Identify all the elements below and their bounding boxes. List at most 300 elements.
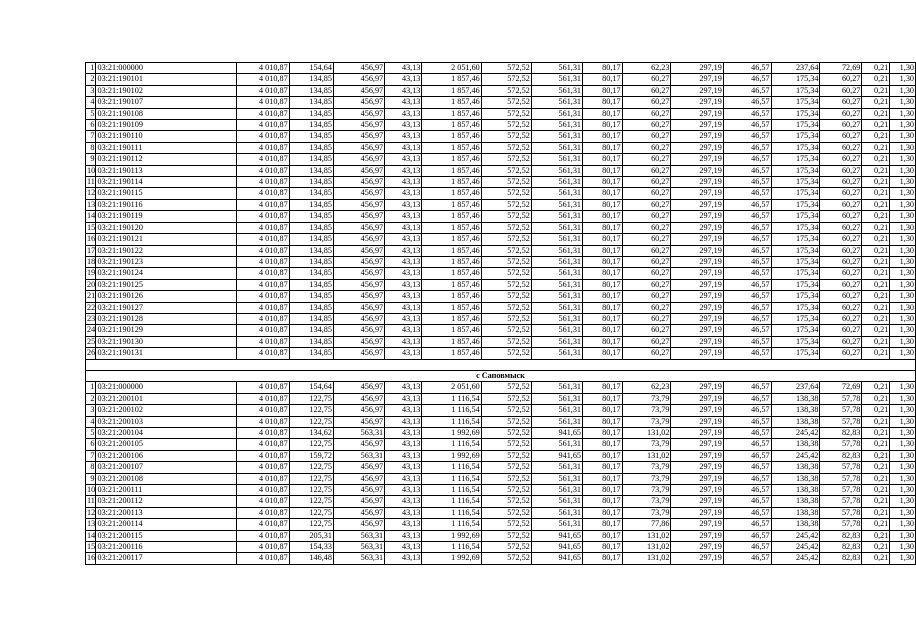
value-cell: 82,83 (820, 427, 862, 438)
cadastral-code-cell: 03:21:190102 (96, 85, 237, 96)
table-row (86, 553, 916, 564)
value-cell: 1,30 (890, 108, 916, 119)
value-cell: 297,19 (671, 496, 723, 507)
row-number-cell: 7 (86, 131, 96, 142)
table-row (86, 382, 916, 393)
value-cell: 138,38 (771, 507, 820, 518)
value-cell: 572,52 (481, 450, 531, 461)
value-cell: 73,79 (622, 462, 671, 473)
value-cell: 4 010,87 (237, 97, 289, 108)
value-cell: 46,57 (723, 348, 771, 359)
value-cell: 60,27 (820, 313, 862, 324)
value-cell: 1,30 (890, 120, 916, 131)
table-row (86, 199, 916, 210)
value-cell: 134,85 (289, 291, 333, 302)
value-cell: 60,27 (820, 154, 862, 165)
value-cell: 561,31 (531, 473, 582, 484)
row-number-cell: 15 (87, 222, 96, 232)
value-cell: 57,78 (820, 496, 862, 507)
value-cell: 60,27 (622, 177, 671, 188)
value-cell: 72,69 (820, 63, 862, 74)
value-cell: 4 010,87 (237, 519, 289, 530)
table-row (86, 245, 916, 256)
value-cell: 572,52 (481, 336, 531, 347)
value-cell: 1 857,46 (422, 188, 481, 199)
value-cell: 4 010,87 (237, 393, 289, 404)
value-cell: 4 010,87 (237, 439, 289, 450)
value-cell: 572,52 (481, 120, 531, 131)
value-cell: 561,31 (531, 177, 582, 188)
value-cell: 572,52 (481, 382, 531, 393)
cadastral-code-cell: 03:21:200106 (96, 450, 237, 461)
value-cell: 297,19 (671, 256, 723, 267)
value-cell: 4 010,87 (237, 85, 289, 96)
value-cell: 456,97 (333, 325, 384, 336)
value-cell: 175,34 (771, 165, 820, 176)
value-cell: 0,21 (862, 496, 890, 507)
value-cell: 1 992,69 (422, 450, 481, 461)
row-number-cell: 5 (86, 108, 96, 119)
value-cell: 80,17 (583, 507, 623, 518)
value-cell: 297,19 (671, 245, 723, 256)
table-row (86, 268, 916, 279)
value-cell: 57,78 (820, 507, 862, 518)
value-cell: 0,21 (862, 473, 890, 484)
value-cell: 4 010,87 (237, 256, 289, 267)
value-cell: 456,97 (333, 211, 384, 222)
value-cell: 572,52 (481, 496, 531, 507)
value-cell: 43,13 (385, 222, 422, 233)
value-cell: 572,52 (481, 462, 531, 473)
value-cell: 43,13 (385, 211, 422, 222)
value-cell: 175,34 (771, 245, 820, 256)
value-cell: 122,75 (289, 416, 333, 427)
value-cell: 1 857,46 (422, 302, 481, 313)
value-cell: 60,27 (820, 199, 862, 210)
cadastral-code-cell: 03:21:190101 (96, 74, 237, 85)
value-cell: 80,17 (583, 291, 623, 302)
cadastral-code-cell: 03:21:190110 (96, 131, 237, 142)
value-cell: 46,57 (723, 74, 771, 85)
value-cell: 46,57 (723, 165, 771, 176)
row-number-cell: 8 (86, 142, 96, 153)
value-cell: 60,27 (622, 302, 671, 313)
row-number-cell: 11 (87, 496, 95, 506)
cadastral-code-cell: 03:21:200114 (96, 519, 237, 530)
value-cell: 60,27 (820, 85, 862, 96)
value-cell: 46,57 (723, 325, 771, 336)
value-cell: 138,38 (771, 496, 820, 507)
value-cell: 43,13 (385, 348, 422, 359)
value-cell: 159,72 (289, 450, 333, 461)
value-cell: 456,97 (333, 256, 384, 267)
value-cell: 134,85 (289, 188, 333, 199)
value-cell: 134,85 (289, 279, 333, 290)
value-cell: 60,27 (622, 108, 671, 119)
value-cell: 80,17 (583, 348, 623, 359)
value-cell: 131,02 (622, 542, 671, 553)
value-cell: 43,13 (385, 256, 422, 267)
value-cell: 572,52 (481, 348, 531, 359)
value-cell: 1,30 (890, 222, 916, 233)
value-cell: 82,83 (820, 530, 862, 541)
value-cell: 297,19 (671, 85, 723, 96)
value-cell: 43,13 (385, 188, 422, 199)
row-number-cell: 2 (86, 74, 96, 85)
value-cell: 0,21 (862, 348, 890, 359)
value-cell: 46,57 (723, 382, 771, 393)
cadastral-code-cell: 03:21:190121 (96, 234, 237, 245)
row-number-cell: 26 (87, 348, 96, 358)
value-cell: 134,85 (289, 302, 333, 313)
value-cell: 57,78 (820, 473, 862, 484)
value-cell: 46,57 (723, 439, 771, 450)
value-cell: 1 857,46 (422, 199, 481, 210)
value-cell: 572,52 (481, 427, 531, 438)
value-cell: 134,85 (289, 199, 333, 210)
value-cell: 43,13 (385, 542, 422, 553)
value-cell: 1,30 (890, 462, 916, 473)
value-cell: 561,31 (531, 485, 582, 496)
value-cell: 297,19 (671, 74, 723, 85)
value-cell: 175,34 (771, 74, 820, 85)
value-cell: 941,65 (531, 427, 582, 438)
value-cell: 1 116,54 (422, 473, 481, 484)
value-cell: 297,19 (671, 336, 723, 347)
value-cell: 46,57 (723, 85, 771, 96)
value-cell: 175,34 (771, 188, 820, 199)
table-row (86, 279, 916, 290)
value-cell: 73,79 (622, 507, 671, 518)
value-cell: 0,21 (862, 302, 890, 313)
row-number-cell: 12 (87, 188, 96, 198)
value-cell: 60,27 (622, 131, 671, 142)
value-cell: 4 010,87 (237, 427, 289, 438)
value-cell: 1,30 (890, 336, 916, 347)
value-cell: 131,02 (622, 450, 671, 461)
value-cell: 46,57 (723, 496, 771, 507)
value-cell: 46,57 (723, 405, 771, 416)
value-cell: 456,97 (333, 336, 384, 347)
row-number-cell: 22 (87, 302, 96, 312)
value-cell: 43,13 (385, 302, 422, 313)
value-cell: 43,13 (385, 245, 422, 256)
value-cell: 134,85 (289, 348, 333, 359)
value-cell: 456,97 (333, 348, 384, 359)
value-cell: 80,17 (583, 416, 623, 427)
value-cell: 456,97 (333, 405, 384, 416)
value-cell: 1 857,46 (422, 142, 481, 153)
value-cell: 1,30 (890, 211, 916, 222)
value-cell: 60,27 (622, 211, 671, 222)
value-cell: 1 857,46 (422, 348, 481, 359)
value-cell: 456,97 (333, 279, 384, 290)
value-cell: 561,31 (531, 131, 582, 142)
value-cell: 80,17 (583, 108, 623, 119)
value-cell: 1 116,54 (422, 393, 481, 404)
value-cell: 134,85 (289, 120, 333, 131)
value-cell: 134,85 (289, 222, 333, 233)
value-cell: 46,57 (723, 199, 771, 210)
value-cell: 237,64 (771, 63, 820, 74)
value-cell: 43,13 (385, 63, 422, 74)
value-cell: 1 857,46 (422, 245, 481, 256)
value-cell: 175,34 (771, 268, 820, 279)
value-cell: 175,34 (771, 336, 820, 347)
value-cell: 43,13 (385, 131, 422, 142)
value-cell: 0,21 (862, 462, 890, 473)
value-cell: 561,31 (531, 462, 582, 473)
value-cell: 80,17 (583, 313, 623, 324)
value-cell: 175,34 (771, 348, 820, 359)
value-cell: 0,21 (862, 268, 890, 279)
value-cell: 572,52 (481, 302, 531, 313)
value-cell: 46,57 (723, 393, 771, 404)
value-cell: 572,52 (481, 542, 531, 553)
value-cell: 1 116,54 (422, 542, 481, 553)
cadastral-code-cell: 03:21:200117 (96, 553, 237, 564)
value-cell: 572,52 (481, 165, 531, 176)
value-cell: 154,64 (289, 382, 333, 393)
cadastral-code-cell: 03:21:200107 (96, 462, 237, 473)
value-cell: 0,21 (862, 245, 890, 256)
value-cell: 1 116,54 (422, 485, 481, 496)
value-cell: 572,52 (481, 393, 531, 404)
table-row (86, 393, 916, 404)
row-number-cell: 3 (86, 405, 96, 416)
value-cell: 60,27 (622, 142, 671, 153)
value-cell: 80,17 (583, 553, 623, 564)
value-cell: 175,34 (771, 234, 820, 245)
value-cell: 1,30 (890, 142, 916, 153)
value-cell: 1 857,46 (422, 108, 481, 119)
value-cell: 572,52 (481, 519, 531, 530)
value-cell: 563,31 (333, 553, 384, 564)
value-cell: 245,42 (771, 530, 820, 541)
value-cell: 456,97 (333, 291, 384, 302)
value-cell: 572,52 (481, 222, 531, 233)
value-cell: 60,27 (820, 291, 862, 302)
cadastral-code-cell: 03:21:200113 (96, 507, 237, 518)
value-cell: 43,13 (385, 177, 422, 188)
value-cell: 1 857,46 (422, 313, 481, 324)
value-cell: 205,31 (289, 530, 333, 541)
value-cell: 134,85 (289, 256, 333, 267)
value-cell: 561,31 (531, 336, 582, 347)
row-number-cell: 10 (87, 165, 96, 175)
value-cell: 1,30 (890, 177, 916, 188)
value-cell: 60,27 (820, 279, 862, 290)
value-cell: 134,85 (289, 142, 333, 153)
value-cell: 80,17 (583, 245, 623, 256)
value-cell: 57,78 (820, 485, 862, 496)
value-cell: 456,97 (333, 439, 384, 450)
value-cell: 43,13 (385, 382, 422, 393)
value-cell: 46,57 (723, 291, 771, 302)
value-cell: 122,75 (289, 496, 333, 507)
value-cell: 456,97 (333, 473, 384, 484)
value-cell: 1,30 (890, 279, 916, 290)
value-cell: 4 010,87 (237, 302, 289, 313)
value-cell: 1 857,46 (422, 336, 481, 347)
value-cell: 175,34 (771, 256, 820, 267)
value-cell: 80,17 (583, 439, 623, 450)
value-cell: 297,19 (671, 268, 723, 279)
table-row (86, 165, 916, 176)
cadastral-code-cell: 03:21:200101 (96, 393, 237, 404)
value-cell: 4 010,87 (237, 473, 289, 484)
value-cell: 4 010,87 (237, 336, 289, 347)
cadastral-code-cell: 03:21:190127 (96, 302, 237, 313)
cadastral-code-cell: 03:21:190130 (96, 336, 237, 347)
value-cell: 1,30 (890, 416, 916, 427)
value-cell: 80,17 (583, 268, 623, 279)
value-cell: 561,31 (531, 199, 582, 210)
value-cell: 297,19 (671, 279, 723, 290)
row-number-cell: 1 (86, 63, 96, 74)
value-cell: 297,19 (671, 427, 723, 438)
value-cell: 43,13 (385, 97, 422, 108)
value-cell: 60,27 (622, 199, 671, 210)
value-cell: 80,17 (583, 450, 623, 461)
value-cell: 175,34 (771, 131, 820, 142)
value-cell: 80,17 (583, 519, 623, 530)
value-cell: 80,17 (583, 530, 623, 541)
value-cell: 4 010,87 (237, 74, 289, 85)
value-cell: 46,57 (723, 154, 771, 165)
value-cell: 561,31 (531, 519, 582, 530)
value-cell: 43,13 (385, 439, 422, 450)
value-cell: 4 010,87 (237, 348, 289, 359)
row-number-cell: 21 (87, 291, 96, 301)
value-cell: 134,85 (289, 131, 333, 142)
value-cell: 0,21 (862, 313, 890, 324)
value-cell: 0,21 (862, 165, 890, 176)
cadastral-code-cell: 03:21:000000 (96, 382, 237, 393)
value-cell: 1,30 (890, 507, 916, 518)
table-row (86, 336, 916, 347)
table-row (86, 405, 916, 416)
value-cell: 154,33 (289, 542, 333, 553)
value-cell: 73,79 (622, 405, 671, 416)
value-cell: 456,97 (333, 142, 384, 153)
value-cell: 80,17 (583, 234, 623, 245)
value-cell: 77,86 (622, 519, 671, 530)
value-cell: 4 010,87 (237, 245, 289, 256)
value-cell: 297,19 (671, 450, 723, 461)
value-cell: 561,31 (531, 382, 582, 393)
value-cell: 456,97 (333, 222, 384, 233)
table-row (86, 496, 916, 507)
value-cell: 80,17 (583, 279, 623, 290)
value-cell: 297,19 (671, 165, 723, 176)
value-cell: 43,13 (385, 553, 422, 564)
value-cell: 1 857,46 (422, 120, 481, 131)
value-cell: 572,52 (481, 416, 531, 427)
value-cell: 572,52 (481, 177, 531, 188)
cadastral-code-cell: 03:21:190128 (96, 313, 237, 324)
value-cell: 0,21 (862, 542, 890, 553)
value-cell: 43,13 (385, 165, 422, 176)
value-cell: 0,21 (862, 154, 890, 165)
value-cell: 60,27 (820, 97, 862, 108)
value-cell: 456,97 (333, 131, 384, 142)
value-cell: 1,30 (890, 291, 916, 302)
value-cell: 4 010,87 (237, 120, 289, 131)
value-cell: 1,30 (890, 348, 916, 359)
value-cell: 456,97 (333, 507, 384, 518)
value-cell: 4 010,87 (237, 268, 289, 279)
value-cell: 561,31 (531, 74, 582, 85)
cadastral-code-cell: 03:21:190112 (96, 154, 237, 165)
value-cell: 297,19 (671, 222, 723, 233)
value-cell: 46,57 (723, 211, 771, 222)
table-row (86, 97, 916, 108)
value-cell: 1 857,46 (422, 165, 481, 176)
cadastral-code-cell: 03:21:200104 (96, 427, 237, 438)
value-cell: 146,48 (289, 553, 333, 564)
value-cell: 1 992,69 (422, 530, 481, 541)
value-cell: 456,97 (333, 165, 384, 176)
table-row (86, 507, 916, 518)
value-cell: 46,57 (723, 222, 771, 233)
value-cell: 57,78 (820, 462, 862, 473)
table-row (86, 256, 916, 267)
cadastral-code-cell: 03:21:200102 (96, 405, 237, 416)
value-cell: 0,21 (862, 507, 890, 518)
value-cell: 60,27 (820, 120, 862, 131)
value-cell: 0,21 (862, 450, 890, 461)
value-cell: 1,30 (890, 405, 916, 416)
value-cell: 1,30 (890, 97, 916, 108)
value-cell: 80,17 (583, 256, 623, 267)
value-cell: 1 116,54 (422, 496, 481, 507)
value-cell: 62,23 (622, 382, 671, 393)
value-cell: 0,21 (862, 393, 890, 404)
table-row (86, 222, 916, 233)
table-row (86, 74, 916, 85)
value-cell: 572,52 (481, 74, 531, 85)
value-cell: 175,34 (771, 85, 820, 96)
value-cell: 4 010,87 (237, 325, 289, 336)
row-number-cell: 19 (87, 268, 96, 278)
row-number-cell: 8 (86, 462, 96, 473)
value-cell: 73,79 (622, 416, 671, 427)
value-cell: 134,85 (289, 74, 333, 85)
value-cell: 456,97 (333, 382, 384, 393)
row-number-cell: 4 (86, 97, 96, 108)
value-cell: 0,21 (862, 405, 890, 416)
value-cell: 4 010,87 (237, 108, 289, 119)
table-row (86, 427, 916, 438)
value-cell: 1 857,46 (422, 131, 481, 142)
value-cell: 134,85 (289, 313, 333, 324)
value-cell: 73,79 (622, 496, 671, 507)
value-cell: 43,13 (385, 427, 422, 438)
value-cell: 561,31 (531, 302, 582, 313)
value-cell: 1,30 (890, 325, 916, 336)
table-row (86, 234, 916, 245)
value-cell: 80,17 (583, 302, 623, 313)
value-cell: 297,19 (671, 211, 723, 222)
table-row (86, 85, 916, 96)
value-cell: 4 010,87 (237, 291, 289, 302)
value-cell: 134,85 (289, 177, 333, 188)
value-cell: 0,21 (862, 325, 890, 336)
value-cell: 0,21 (862, 211, 890, 222)
value-cell: 60,27 (820, 211, 862, 222)
value-cell: 572,52 (481, 291, 531, 302)
